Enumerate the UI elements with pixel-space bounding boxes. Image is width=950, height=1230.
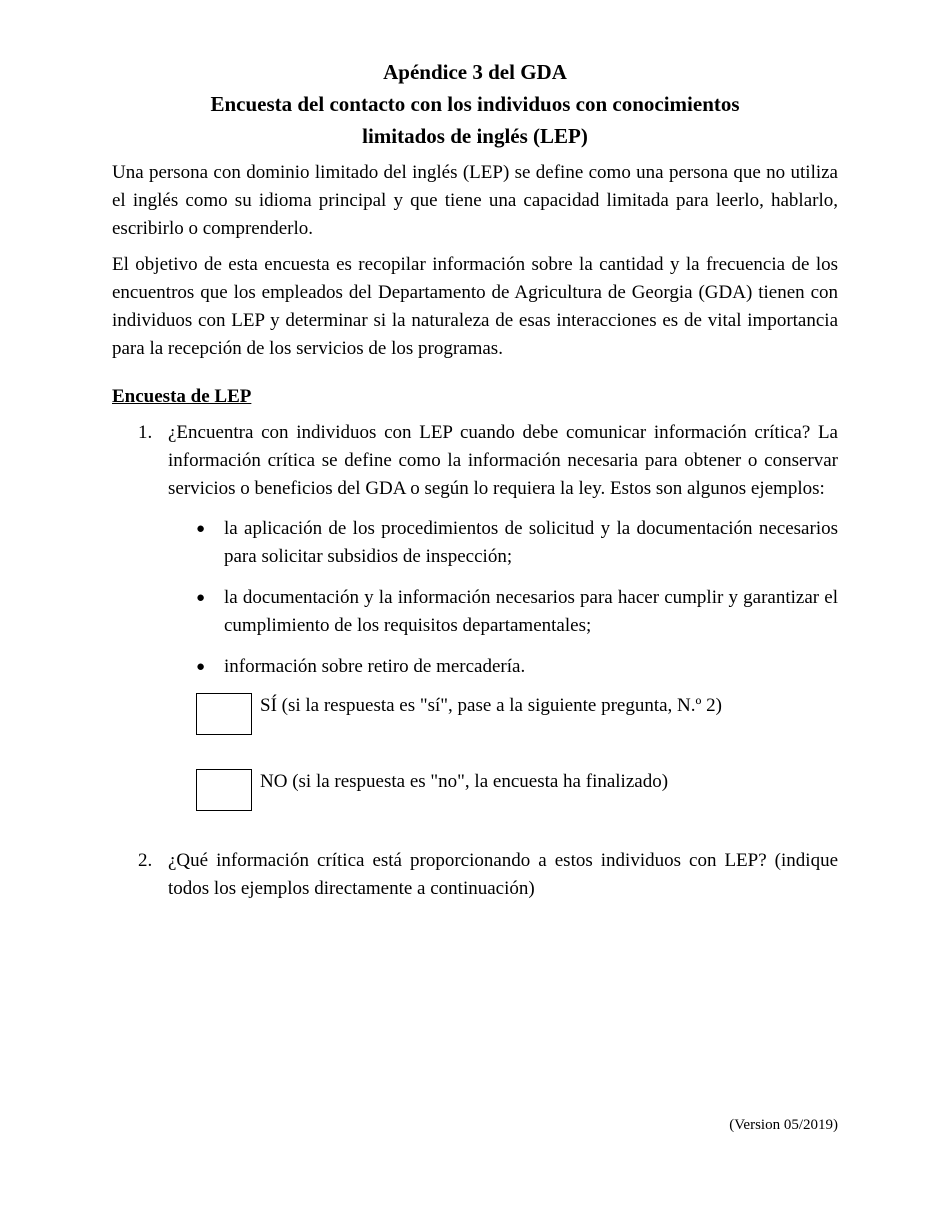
- no-label: NO (si la respuesta es "no", la encuesta ha finalizado): [260, 771, 669, 792]
- examples-list: [112, 515, 838, 681]
- list-item-text: información sobre retiro de mercadería.: [224, 656, 526, 677]
- no-option: [196, 769, 838, 811]
- title-line-2: Encuesta del contacto con los individuos con conocimientos: [210, 92, 740, 116]
- list-item: [196, 584, 838, 640]
- intro-paragraph-definition: Una persona con dominio limitado del inglés (LEP) se define como una persona que no utiliza el inglés como su idioma principal y que tiene una capacidad limitada para leerlo, hablarlo, escribirlo o comprenderlo.: [112, 162, 838, 239]
- yes-checkbox[interactable]: [196, 693, 252, 735]
- list-item-text: la documentación y la información necesarios para hacer cumplir y garantizar el cumplimiento de los requisitos departamentales;: [224, 587, 838, 636]
- question-2: [112, 847, 838, 903]
- document-page: [112, 56, 838, 903]
- no-checkbox[interactable]: [196, 769, 252, 811]
- question-1-text: ¿Encuentra con individuos con LEP cuando debe comunicar información crítica? La información crítica se define como la información necesaria para obtener o conservar servicios o beneficios del GDA o según lo requiera la ley. Estos son algunos ejemplos:: [168, 422, 838, 499]
- yes-label: SÍ (si la respuesta es "sí", pase a la siguiente pregunta, N.º 2): [260, 695, 722, 716]
- question-1: [112, 419, 838, 503]
- survey-heading: Encuesta de LEP: [112, 386, 252, 407]
- yes-option: [196, 693, 838, 735]
- title-line-3: limitados de inglés (LEP): [362, 124, 588, 148]
- question-1-number: 1.: [138, 422, 153, 443]
- version-footer: (Version 05/2019): [729, 1117, 838, 1133]
- title-line-1: Apéndice 3 del GDA: [383, 60, 567, 84]
- bullet-icon: ●: [196, 521, 206, 537]
- intro-paragraph-objective: El objetivo de esta encuesta es recopilar información sobre la cantidad y la frecuencia de los encuentros que los empleados del Departamento de Agricultura de Georgia (GDA) tienen con individuos con LEP y determinar si la naturaleza de esas interacciones es de vital importancia para la recepción de los servicios de los programas.: [112, 254, 838, 359]
- bullet-icon: ●: [196, 590, 206, 606]
- list-item-text: la aplicación de los procedimientos de solicitud y la documentación necesarios para solicitar subsidios de inspección;: [224, 518, 838, 567]
- list-item: [196, 515, 838, 571]
- question-2-text: ¿Qué información crítica está proporcionando a estos individuos con LEP? (indique todos los ejemplos directamente a continuación): [168, 850, 838, 899]
- list-item: [196, 653, 838, 681]
- document-title: [112, 56, 838, 152]
- bullet-icon: ●: [196, 659, 206, 675]
- question-2-number: 2.: [138, 850, 153, 871]
